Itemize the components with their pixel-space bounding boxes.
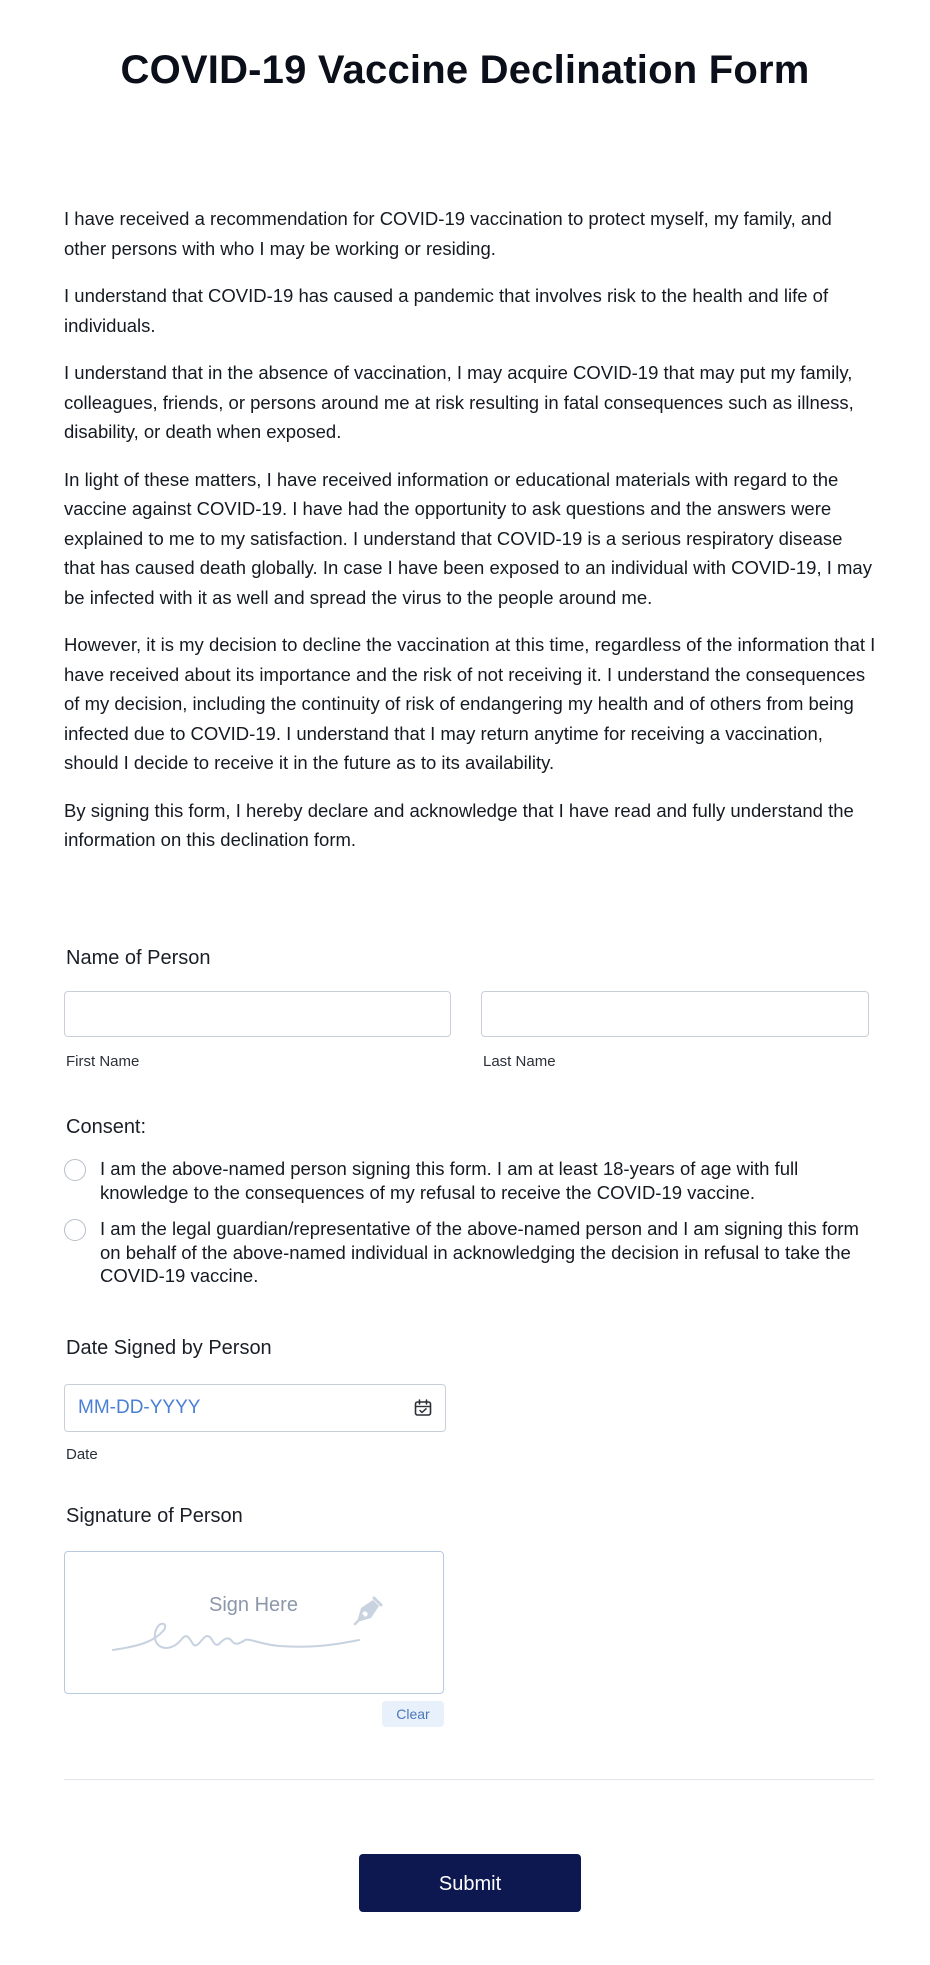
date-placeholder: MM-DD-YYYY	[78, 1397, 201, 1418]
radio-button[interactable]	[64, 1159, 86, 1181]
paragraph: I have received a recommendation for COVID-19 vaccination to protect myself, my family, and other persons with who I may be working or residing.	[64, 208, 832, 259]
date-input[interactable]	[64, 1384, 446, 1432]
last-name-sublabel: Last Name	[483, 1053, 556, 1070]
consent-label: Consent:	[66, 1116, 147, 1138]
paragraph: However, it is my decision to decline the vaccination at this time, regardless of the information that I have received about its importance and the risk of not receiving it. I understand the consequences of my decision, including the continuity of risk of endangering my health and of others from being infected due to COVID-19. I understand that I may return anytime for receiving a vaccination, should I decide to receive it in the future as to its availability.	[64, 634, 876, 773]
paragraph: I understand that in the absence of vaccination, I may acquire COVID-19 that may put my family, colleagues, friends, or persons around me at risk resulting in fatal consequences such as illness, disability, or death when exposed.	[64, 362, 854, 442]
paragraph: In light of these matters, I have received information or educational materials with regard to the vaccine against COVID-19. I have had the opportunity to ask questions and the answers were explained to me to my satisfaction. I understand that COVID-19 is a serious respiratory disease that has caused death globally. In case I have been exposed to an individual with COVID-19, I may be infected with it as well and spread the virus to the people around me.	[64, 468, 872, 608]
consent-option-guardian[interactable]	[64, 1217, 884, 1288]
divider	[64, 1779, 874, 1780]
signature-pad[interactable]	[64, 1551, 444, 1694]
last-name-input[interactable]	[481, 991, 869, 1037]
paragraph: I understand that COVID-19 has caused a pandemic that involves risk to the health and life of individuals.	[64, 285, 829, 336]
submit-button[interactable]: Submit	[359, 1854, 581, 1912]
radio-button[interactable]	[64, 1219, 86, 1241]
first-name-sublabel: First Name	[66, 1053, 140, 1070]
date-label: Date Signed by Person	[66, 1337, 272, 1359]
first-name-input[interactable]	[64, 991, 451, 1037]
declaration-text	[64, 204, 876, 873]
consent-option-text: I am the above-named person signing this form. I am at least 18-years of age with full knowledge to the consequences of my refusal to receive the COVID-19 vaccine.	[100, 1158, 799, 1203]
paragraph: By signing this form, I hereby declare and acknowledge that I have read and fully understand the information on this declination form.	[64, 799, 854, 850]
name-label: Name of Person	[66, 947, 211, 969]
clear-signature-button[interactable]: Clear	[382, 1701, 444, 1727]
calendar-icon[interactable]	[413, 1398, 433, 1418]
consent-option-self[interactable]	[64, 1157, 884, 1204]
signature-label: Signature of Person	[66, 1505, 243, 1527]
date-sublabel: Date	[66, 1446, 98, 1463]
signature-placeholder: Sign Here	[209, 1594, 298, 1616]
consent-option-text: I am the legal guardian/representative of the above-named person and I am signing this form on behalf of the above-named individual in acknowledging the decision in refusal to take the COVID-19 vaccine.	[100, 1218, 859, 1286]
pen-icon	[349, 1592, 385, 1628]
form-title: COVID-19 Vaccine Declination Form	[120, 48, 810, 92]
